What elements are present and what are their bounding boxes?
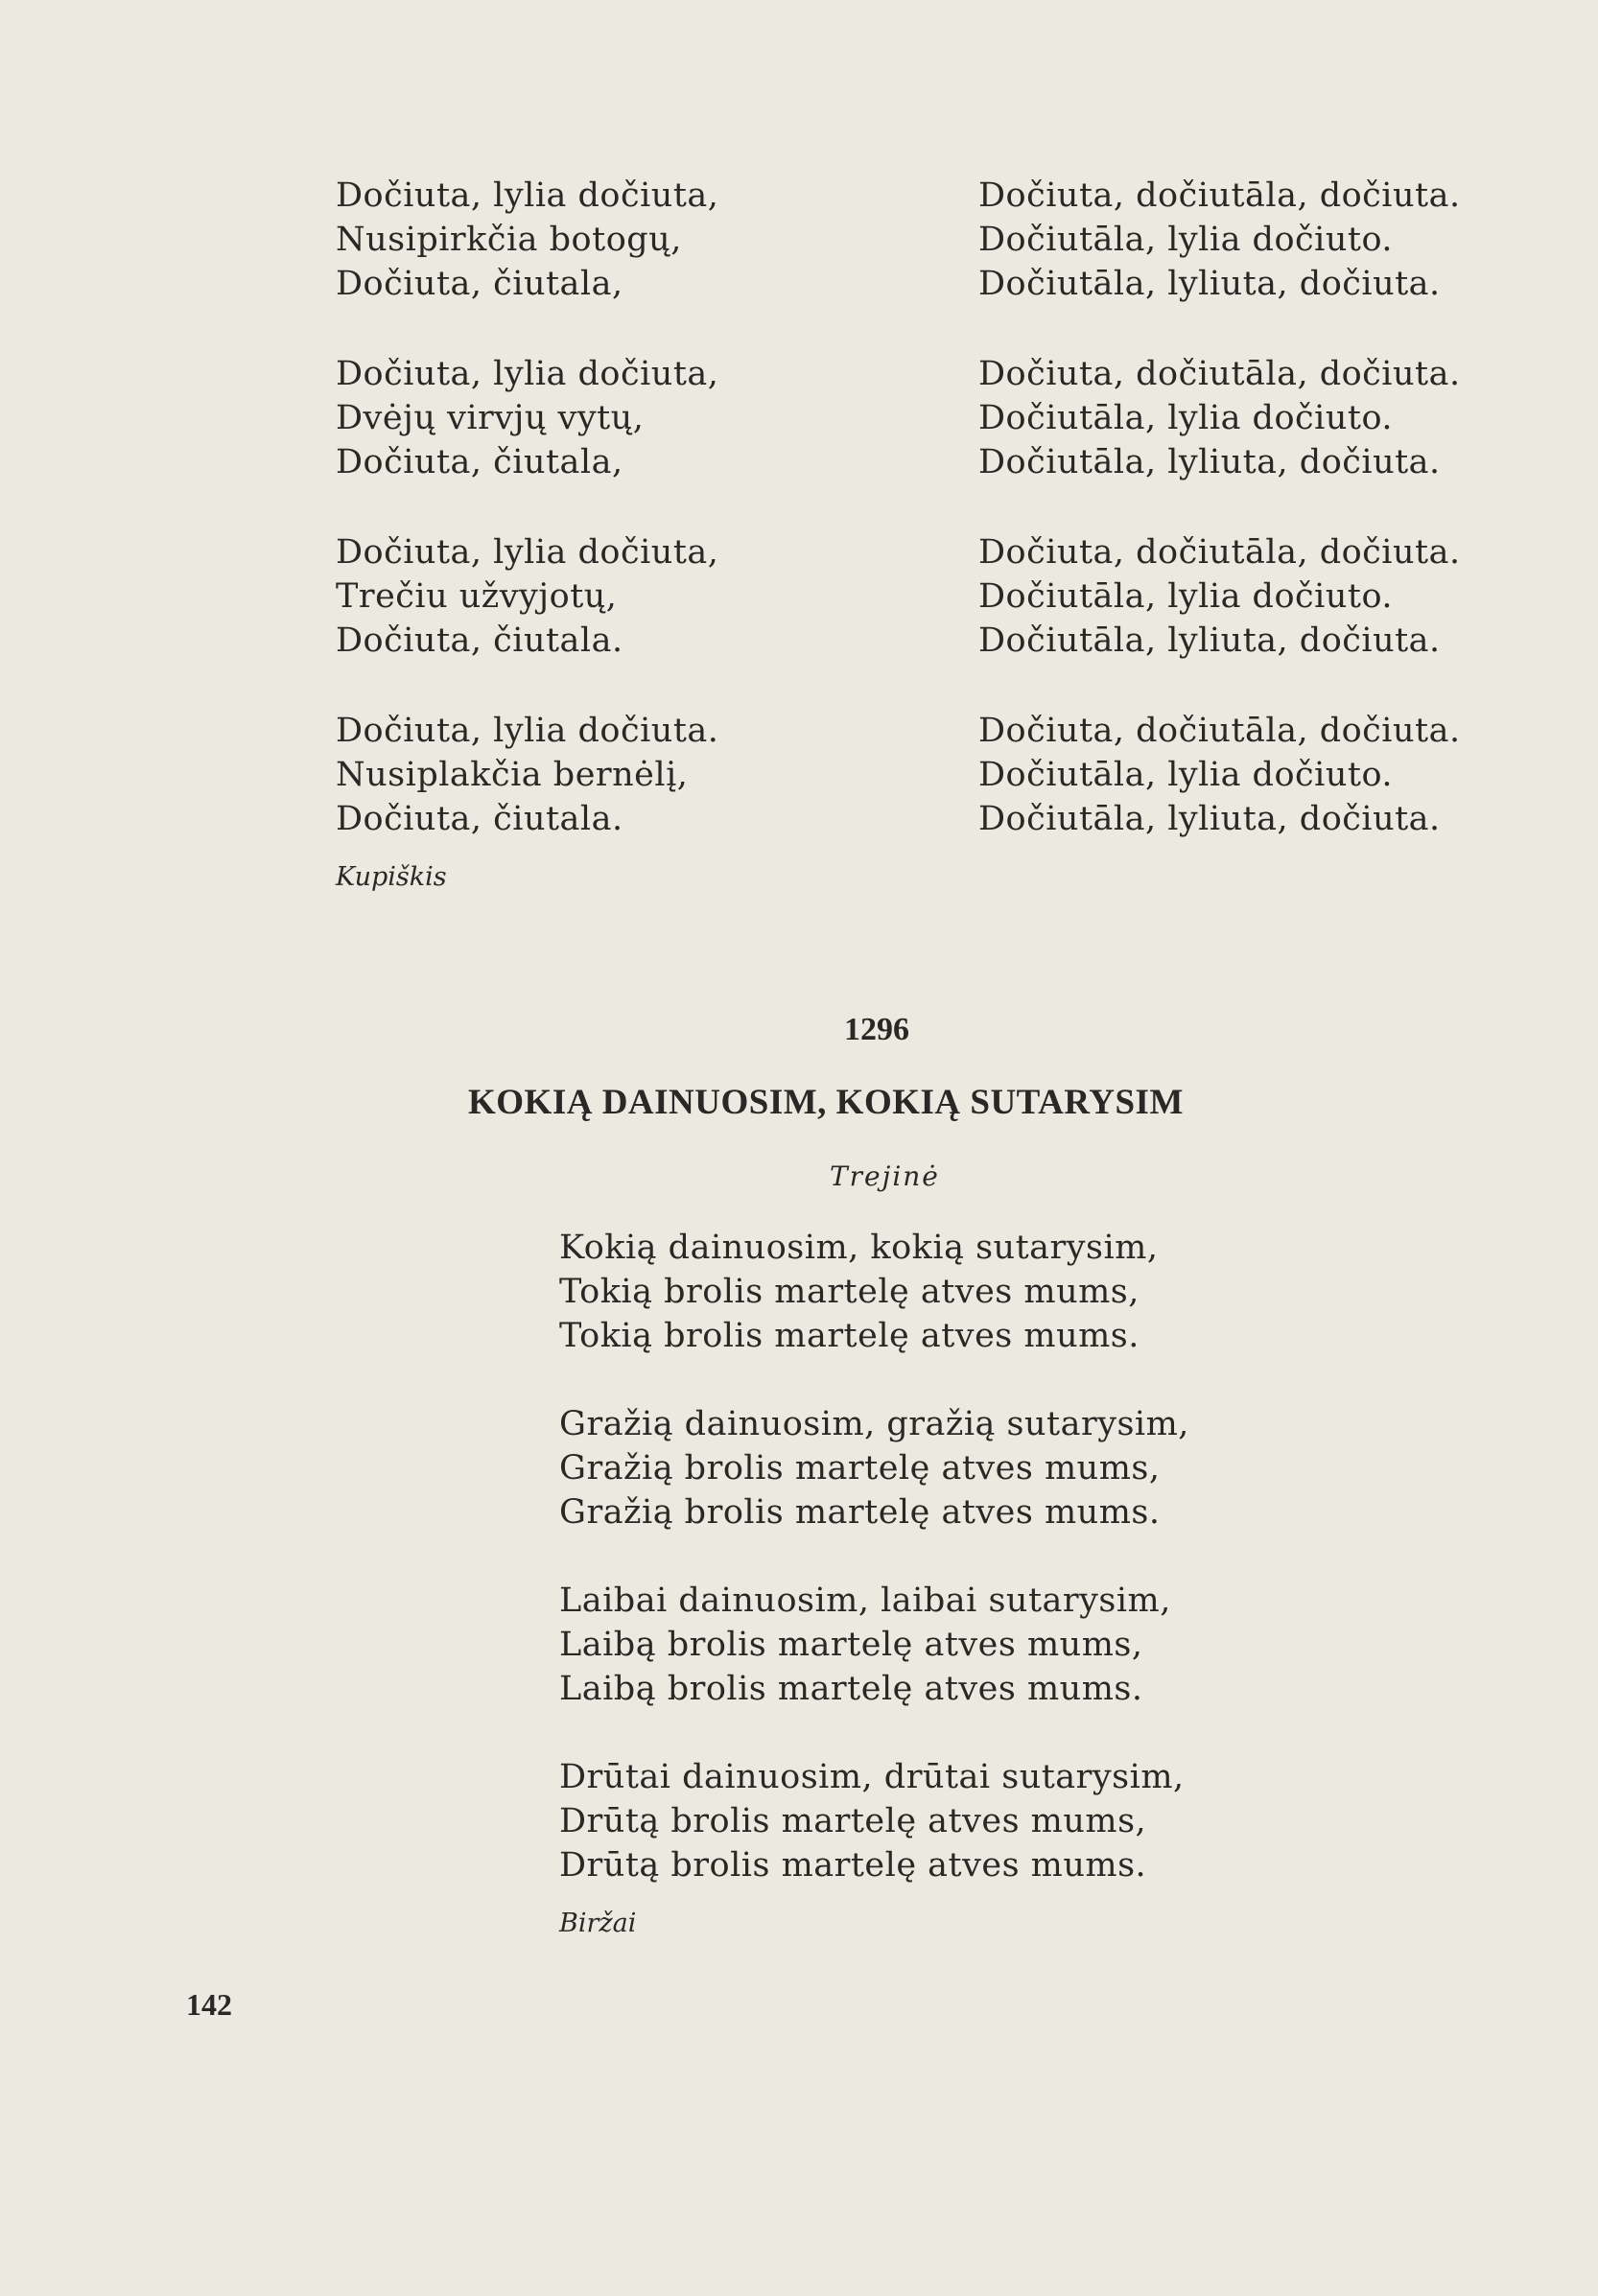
verse-line: Drūtai dainuosim, drūtai sutarysim, [559,1758,1185,1796]
verse-line: Gražią brolis martelę atves mums. [559,1493,1161,1532]
verse-line: Dvėjų virvjų vytų, [336,399,645,437]
stanza [336,352,718,484]
verse-line: Dočiuta, lylia dočiuta, [336,533,719,572]
verse-line: Laibą brolis martelę atves mums. [559,1670,1143,1708]
right-column [978,174,1461,841]
verse-line: Dočiuta, lylia dočiuta, [336,355,719,393]
place-name: Kupiškis [336,862,447,892]
verse-line: Dočiutāla, lylia dočiuto. [978,577,1394,616]
verse-line: Dočiuta, dočiutāla, dočiuta. [978,712,1461,750]
song-number: 1296 [844,1012,909,1047]
verse-line: Dočiutāla, lylia dočiuto. [978,221,1394,259]
verse-line: Dočiuta, čiutala. [336,800,623,838]
verse-line: Nusiplakčia bernėlį, [336,756,689,794]
verse-line: Dočiuta, dočiutāla, dočiuta. [978,355,1461,393]
stanza [978,352,1461,484]
stanza [559,1402,1189,1535]
stanza [559,1226,1189,1358]
verse-line: Dočiutāla, lyliuta, dočiuta. [978,443,1441,481]
stanza [336,709,718,841]
verse-line: Dočiutāla, lyliuta, dočiuta. [978,265,1441,303]
verse-line: Gražią dainuosim, gražią sutarysim, [559,1405,1189,1443]
place-name: Biržai [559,1909,637,1938]
song-body [559,1226,1189,1938]
stanza [978,530,1461,663]
verse-line: Kokią dainuosim, kokią sutarysim, [559,1229,1159,1267]
verse-line: Dočiuta, čiutala, [336,265,623,303]
verse-line: Tokią brolis martelę atves mums, [559,1273,1140,1311]
stanza [336,530,718,663]
verse-line: Drūtą brolis martelę atves mums, [559,1802,1147,1840]
stanza [559,1755,1189,1887]
verse-line: Drūtą brolis martelę atves mums. [559,1846,1147,1885]
stanza [978,174,1461,306]
verse-line: Dočiutāla, lyliuta, dočiuta. [978,621,1441,660]
verse-line: Tokią brolis martelę atves mums. [559,1317,1140,1355]
verse-line: Dočiutāla, lyliuta, dočiuta. [978,800,1441,838]
song-subtitle: Trejinė [830,1160,940,1192]
verse-line: Dočiuta, čiutala, [336,443,623,481]
verse-line: Gražią brolis martelę atves mums, [559,1449,1161,1488]
verse-line: Laibai dainuosim, laibai sutarysim, [559,1581,1171,1620]
left-column [336,174,718,892]
verse-line: Dočiutāla, lylia dočiuto. [978,399,1394,437]
verse-line: Dočiuta, lylia dočiuta. [336,712,719,750]
verse-line: Dočiutāla, lylia dočiuto. [978,756,1394,794]
verse-line: Nusipirkčia botogų, [336,221,682,259]
verse-line: Dočiuta, čiutala. [336,621,623,660]
page-number: 142 [186,1987,232,2022]
verse-line: Dočiuta, dočiutāla, dočiuta. [978,176,1461,215]
verse-line: Dočiuta, dočiutāla, dočiuta. [978,533,1461,572]
song-title: KOKIĄ DAINUOSIM, KOKIĄ SUTARYSIM [468,1083,1184,1122]
verse-line: Trečiu užvyjotų, [336,577,618,616]
stanza [978,709,1461,841]
stanza [336,174,718,306]
verse-line: Laibą brolis martelę atves mums, [559,1626,1143,1664]
verse-line: Dočiuta, lylia dočiuta, [336,176,719,215]
stanza [559,1579,1189,1711]
